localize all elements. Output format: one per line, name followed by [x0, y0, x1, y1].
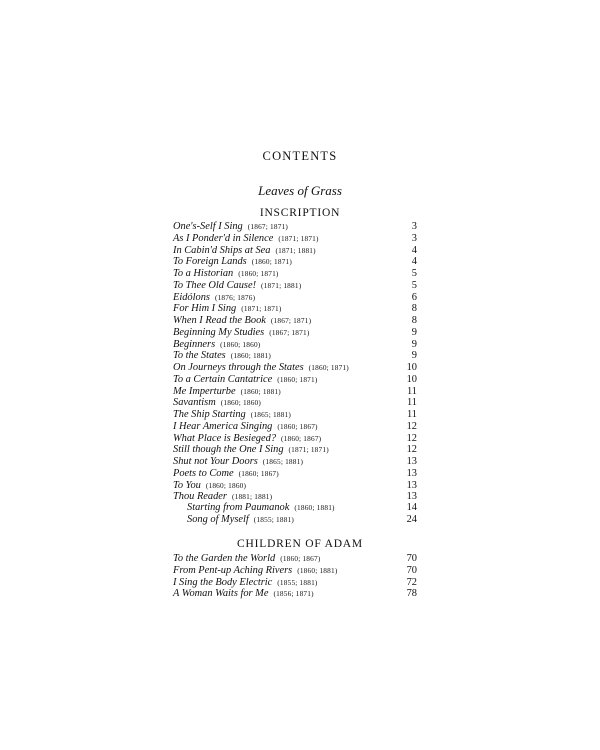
toc-entry	[173, 280, 417, 292]
toc-entry-text	[173, 433, 321, 445]
page-number: 70	[406, 564, 417, 576]
poem-title: Me Imperturbe	[173, 385, 236, 397]
page-number: 9	[411, 350, 417, 362]
toc-entry-text	[173, 588, 314, 600]
poem-dates: (1860; 1881)	[294, 503, 335, 512]
page-number: 13	[406, 467, 417, 479]
poem-dates: (1860; 1881)	[230, 351, 272, 361]
toc-entry	[173, 456, 417, 468]
page-number: 24	[406, 513, 417, 525]
toc-entry	[173, 233, 417, 245]
page-number: 11	[406, 385, 417, 397]
toc-entry-text	[173, 268, 279, 280]
toc-entry	[173, 303, 417, 315]
page-number: 4	[411, 256, 417, 268]
toc-entry	[187, 502, 417, 514]
page-number: 13	[406, 479, 417, 491]
toc-entry-text	[173, 386, 281, 398]
page-number: 12	[406, 432, 417, 444]
poem-title: As I Ponder'd in Silence	[173, 232, 274, 244]
poem-dates: (1865; 1881)	[250, 410, 292, 419]
toc-entry-text	[173, 374, 318, 386]
page-number: 14	[406, 502, 417, 513]
poem-dates: (1871; 1871)	[278, 233, 319, 243]
toc-entry	[173, 327, 417, 339]
poem-dates: (1867; 1871)	[247, 222, 289, 231]
toc-entry	[173, 433, 417, 445]
page-number: 4	[411, 244, 417, 256]
poem-dates: (1871; 1881)	[261, 280, 302, 290]
page-number: 11	[406, 397, 417, 409]
poem-dates: (1881; 1881)	[231, 492, 273, 502]
poem-title: To Thee Old Cause!	[173, 279, 257, 291]
poem-dates: (1860; 1881)	[240, 386, 281, 396]
poem-title: Song of Myself	[187, 513, 249, 525]
toc-entry-text	[187, 514, 294, 526]
page-number: 3	[411, 221, 417, 232]
poem-dates: (1860; 1871)	[308, 363, 349, 372]
poem-title: Thou Reader	[173, 491, 227, 503]
poem-dates: (1867; 1871)	[270, 316, 312, 325]
poem-dates: (1860; 1867)	[238, 468, 279, 478]
toc-list-standalone	[187, 502, 417, 526]
toc-entry-text	[173, 553, 321, 565]
page-number: 8	[411, 303, 417, 315]
poem-title: Shut not Your Doors	[173, 456, 258, 467]
poem-title: Savantism	[173, 397, 216, 409]
contents-title: CONTENTS	[262, 149, 338, 163]
poem-dates: (1860; 1871)	[238, 269, 279, 278]
poem-dates: (1860; 1871)	[251, 257, 293, 267]
toc-entry	[173, 588, 417, 600]
section-heading-inscription: INSCRIPTION	[259, 207, 341, 219]
page-number: 10	[406, 362, 417, 373]
poem-title: Eidólons	[173, 291, 210, 303]
poem-dates: (1865; 1881)	[262, 457, 304, 466]
poem-title: Still though the One I Sing	[173, 444, 284, 456]
toc-entry	[173, 292, 417, 304]
poem-dates: (1871; 1871)	[288, 445, 329, 455]
toc-entry	[173, 339, 417, 351]
toc-entry-text	[173, 456, 303, 468]
page-number: 6	[411, 291, 417, 303]
poem-title: Beginners	[173, 338, 216, 350]
poem-title: One's-Self I Sing	[173, 221, 243, 232]
poem-dates: (1856; 1871)	[273, 589, 314, 599]
poem-dates: (1860; 1860)	[220, 339, 261, 349]
page-number: 5	[411, 268, 417, 279]
toc-entry-text	[173, 339, 260, 351]
page-number: 11	[406, 409, 417, 420]
toc-entry	[173, 468, 417, 480]
toc-list-children-of-adam	[173, 553, 417, 600]
poem-title: To Foreign Lands	[173, 256, 247, 268]
toc-entry	[173, 397, 417, 409]
toc-entry	[173, 221, 417, 233]
toc-entry	[173, 480, 417, 492]
poem-title: To the States	[173, 350, 226, 362]
poem-dates: (1860; 1860)	[205, 480, 247, 490]
poem-title: To a Certain Cantatrice	[173, 373, 273, 385]
poem-title: What Place is Besieged?	[173, 432, 277, 444]
page-number: 13	[406, 491, 417, 503]
toc-entry	[173, 565, 417, 577]
toc-entry-text	[187, 502, 335, 514]
toc-entry	[173, 444, 417, 456]
poem-dates: (1871; 1881)	[275, 245, 316, 255]
toc-entry	[173, 256, 417, 268]
page-number: 3	[411, 232, 417, 244]
poem-title: On Journeys through the States	[173, 362, 304, 373]
toc-entry-text	[173, 397, 261, 409]
toc-entry	[173, 350, 417, 362]
toc-entry-text	[173, 362, 349, 374]
toc-entry-text	[173, 292, 255, 304]
poem-title: Poets to Come	[173, 467, 234, 479]
page-number: 12	[406, 444, 417, 456]
poem-dates: (1871; 1871)	[241, 304, 282, 314]
poem-dates: (1860; 1871)	[277, 374, 318, 384]
page-number: 10	[406, 373, 417, 385]
poem-title: To a Historian	[173, 268, 234, 279]
poem-dates: (1855; 1881)	[277, 577, 318, 587]
poem-title: In Cabin'd Ships at Sea	[173, 244, 271, 256]
poem-title: Beginning My Studies	[173, 326, 265, 338]
toc-list-inscription	[173, 221, 417, 503]
toc-entry-text	[173, 221, 288, 233]
poem-title: To You	[173, 479, 201, 491]
poem-dates: (1860; 1867)	[277, 421, 318, 431]
page-number: 72	[406, 576, 417, 588]
toc-entry-text	[173, 245, 316, 257]
toc-entry	[187, 514, 417, 526]
toc-entry	[173, 577, 417, 589]
page-number: 78	[406, 588, 417, 600]
page-number: 8	[411, 315, 417, 326]
toc-entry	[173, 421, 417, 433]
poem-dates: (1860; 1867)	[281, 433, 322, 443]
poem-title: A Woman Waits for Me	[173, 588, 269, 600]
page-number: 12	[406, 420, 417, 432]
book-title: Leaves of Grass	[258, 183, 342, 198]
toc-entry	[173, 362, 417, 374]
poem-title: The Ship Starting	[173, 409, 246, 420]
toc-entry	[173, 315, 417, 327]
toc-entry-text	[173, 577, 318, 589]
toc-entry-text	[173, 315, 311, 327]
page-number: 9	[411, 338, 417, 350]
poem-dates: (1855; 1881)	[253, 514, 295, 524]
toc-entry-text	[173, 444, 329, 456]
toc-entry-text	[173, 256, 292, 268]
toc-entry	[173, 553, 417, 565]
poem-dates: (1867; 1871)	[269, 327, 310, 337]
toc-entry-text	[173, 468, 279, 480]
poem-title: I Hear America Singing	[173, 420, 273, 432]
toc-entry-text	[173, 350, 271, 362]
toc-entry	[173, 409, 417, 421]
section-heading-children-of-adam: CHILDREN OF ADAM	[237, 538, 363, 550]
toc-entry-text	[173, 327, 310, 339]
toc-entry-text	[173, 409, 291, 421]
poem-title: Starting from Paumanok	[187, 502, 290, 513]
toc-entry-text	[173, 480, 246, 492]
page-number: 9	[411, 326, 417, 338]
toc-entry-text	[173, 233, 319, 245]
poem-title: For Him I Sing	[173, 303, 237, 315]
page-number: 70	[406, 553, 417, 564]
toc-entry-text	[173, 303, 282, 315]
page-number: 5	[411, 279, 417, 291]
toc-entry-text	[173, 280, 301, 292]
toc-entry	[173, 386, 417, 398]
toc-entry	[173, 245, 417, 257]
toc-entry-text	[173, 421, 318, 433]
poem-title: From Pent-up Aching Rivers	[173, 564, 293, 576]
poem-dates: (1860; 1860)	[220, 398, 262, 408]
poem-dates: (1876; 1876)	[214, 292, 256, 302]
page-number: 13	[406, 456, 417, 467]
poem-title: To the Garden the World	[173, 553, 276, 564]
poem-dates: (1860; 1867)	[280, 554, 321, 563]
toc-entry-text	[173, 565, 338, 577]
poem-dates: (1860; 1881)	[297, 565, 338, 575]
poem-title: I Sing the Body Electric	[173, 576, 273, 588]
toc-entry	[173, 268, 417, 280]
poem-title: When I Read the Book	[173, 315, 266, 326]
toc-entry	[173, 374, 417, 386]
